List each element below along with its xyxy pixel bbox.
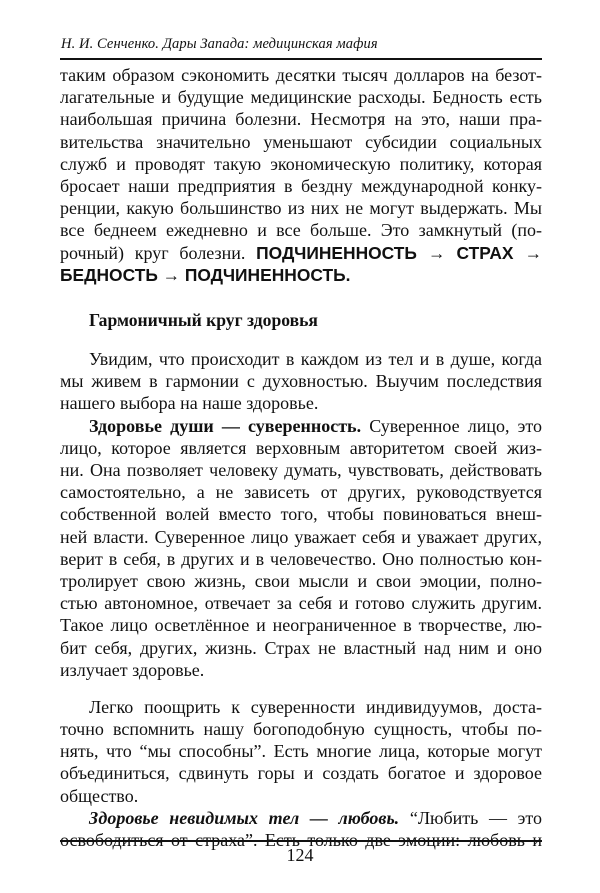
text-line	[60, 415, 542, 437]
header-rule	[60, 58, 542, 60]
text-run: “Любить — это	[409, 807, 543, 828]
text-line: ренции, какую большинство из них не могут выдержать. Мы	[60, 198, 542, 219]
lead-in-bold: Здоровье души — суверенность.	[89, 415, 362, 436]
paragraph-sovereignty	[60, 696, 542, 807]
lead-in-bold-italic: Здоровье невидимых тел — любовь.	[89, 807, 400, 828]
text-line: ней власти. Суверенное лицо уважает себя и уважает других,	[60, 526, 542, 547]
text-line: все беднеем ежедневно и все больше. Это замкнутый (по-	[60, 220, 542, 241]
paragraph-poverty	[60, 64, 542, 286]
text-line	[60, 264, 542, 286]
text-line: ни. Она позволяет человеку думать, чувствовать, действовать	[60, 460, 542, 480]
page-body	[60, 64, 542, 851]
text-line: Увидим, что происходит в каждом из тел и в душе, когда	[89, 349, 542, 370]
text-line: стью автономное, отвечает за себя и готово служить другим.	[60, 593, 542, 614]
spacer	[60, 331, 542, 348]
text-line: верит в себя, в других и в человечество. Оно полностью кон-	[60, 548, 542, 569]
text-line: вительства значительно уменьшают субсидии социальных	[60, 131, 542, 152]
section-heading: Гармоничный круг здоровья	[89, 309, 318, 330]
paragraph-intro	[60, 348, 542, 415]
cycle-formula: ПОДЧИНЕННОСТЬ → СТРАХ →	[256, 242, 542, 263]
text-line: Такое лицо осветлённое и неограниченное в творчестве, лю-	[60, 615, 542, 636]
text-line: собственной волей вместо того, чтобы повиноваться внеш-	[60, 504, 542, 525]
footer-rule	[60, 840, 542, 842]
text-line: бросает наши предприятия в бездну международной конку-	[60, 175, 542, 196]
text-line: Легко поощрить к суверенности индивидуумов, доста-	[89, 696, 542, 717]
text-line: мы живем в гармонии с духовностью. Выучим последствия	[60, 371, 542, 392]
text-line: бит себя, других, жизнь. Страх не властный над ним и оно	[60, 637, 542, 658]
text-line: освободиться от страха”. Есть только две эмоции: любовь и	[60, 830, 542, 850]
text-line: точно вспомнить нашу богоподобную сущность, чтобы по-	[60, 719, 542, 740]
spacer	[60, 286, 542, 309]
text-line	[60, 807, 542, 829]
text-line: нашего выбора на наше здоровье.	[60, 393, 319, 414]
spacer	[60, 681, 542, 696]
text-line	[60, 242, 542, 264]
text-line: нять, что “мы способны”. Есть многие лица, которые могут	[60, 741, 542, 762]
page-number: 124	[286, 845, 314, 865]
text-line: служб и проводят такую экономическую политику, которая	[60, 153, 542, 174]
cycle-formula-end: БЕДНОСТЬ → ПОДЧИНЕННОСТЬ.	[60, 264, 351, 285]
text-line: самостоятельно, а не зависеть от других, руководствуется	[60, 482, 542, 503]
text-line: общество.	[60, 785, 139, 806]
text-run: Суверенное лицо, это	[369, 415, 542, 436]
paragraph-soul-health	[60, 415, 542, 681]
text-run: рочный) круг болезни.	[60, 242, 246, 263]
text-line: наибольшая причина болезни. Несмотря на это, наши пра-	[60, 109, 542, 130]
text-line: излучает здоровье.	[60, 659, 205, 680]
running-head: Н. И. Сенченко. Дары Запада: медицинская мафия	[61, 36, 378, 52]
text-line: тролирует свою жизнь, свои мысли и свои эмоции, полно-	[60, 570, 542, 591]
text-line: таким образом сэкономить десятки тысяч долларов на безот-	[60, 65, 542, 85]
text-line: лагательные и будущие медицинские расходы. Бедность есть	[60, 87, 542, 108]
text-line: объединиться, сдвинуть горы и создать богатое и здоровое	[60, 763, 542, 784]
text-line: лицо, которое является верховным авторитетом своей жиз-	[60, 437, 542, 458]
